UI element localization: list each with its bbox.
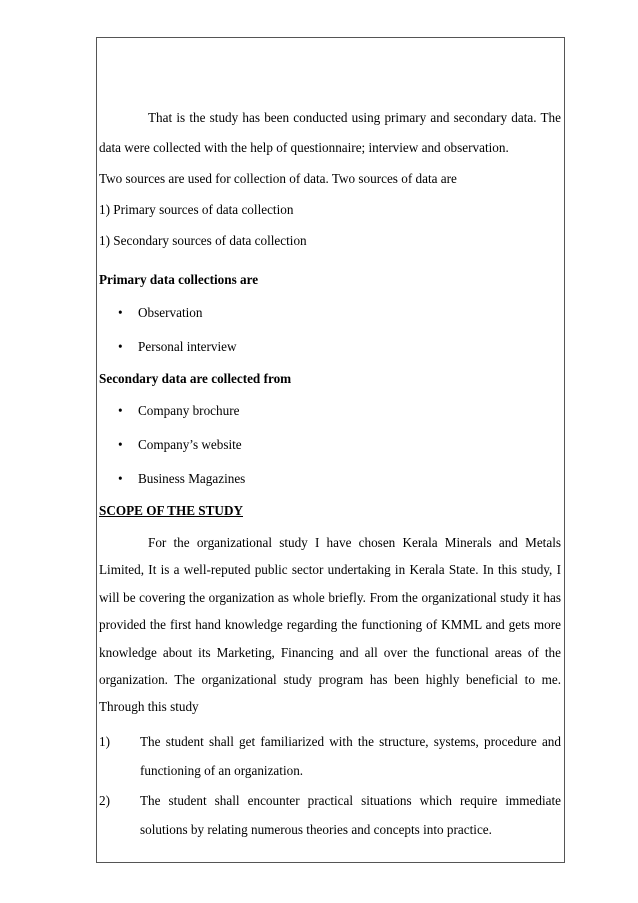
- secondary-source-line: 1) Secondary sources of data collection: [99, 233, 307, 248]
- intro-paragraph: That is the study has been conducted using primary and secondary data. The data were collected with the help of questionnaire; interview and observation.: [99, 110, 561, 155]
- list-item: 1) The student shall get familiarized with the structure, systems, procedure and functioning of an organization.: [99, 727, 561, 785]
- secondary-heading: Secondary data are collected from: [99, 371, 292, 386]
- bullet-icon: •: [118, 403, 123, 418]
- list-item: • Company’s website: [99, 428, 561, 462]
- list-item: • Business Magazines: [99, 462, 561, 496]
- primary-heading: Primary data collections are: [99, 272, 259, 287]
- intro-sources-line: Two sources are used for collection of data. Two sources of data are: [99, 171, 457, 186]
- bullet-icon: •: [118, 339, 123, 354]
- list-item: • Company brochure: [99, 394, 561, 428]
- list-item: • Personal interview: [99, 330, 561, 364]
- primary-source-line: 1) Primary sources of data collection: [99, 202, 294, 217]
- scope-points: [99, 727, 561, 844]
- scope-paragraph: For the organizational study I have chosen Kerala Minerals and Metals Limited, It is a well-reputed public sector undertaking in Kerala State. In this study, I will be covering the organization as whole briefly. From the organizational study it has provided the first hand knowledge regarding the functioning of KMML and gets more knowledge about its Marketing, Financing and all over the functional areas of the organization. The organizational study program has been highly beneficial to me. Through this study: [99, 535, 561, 715]
- bullet-icon: •: [118, 305, 123, 320]
- item-number: 1): [99, 733, 110, 749]
- list-item: • Observation: [99, 296, 561, 330]
- bullet-icon: •: [118, 471, 123, 486]
- document-content: [99, 103, 561, 845]
- primary-list: [99, 296, 561, 364]
- item-number: 2): [99, 792, 110, 808]
- list-item: 2) The student shall encounter practical situations which require immediate solutions by relating numerous theories and concepts into practice.: [99, 786, 561, 844]
- bullet-icon: •: [118, 437, 123, 452]
- secondary-list: [99, 394, 561, 496]
- scope-heading: SCOPE OF THE STUDY: [99, 503, 243, 518]
